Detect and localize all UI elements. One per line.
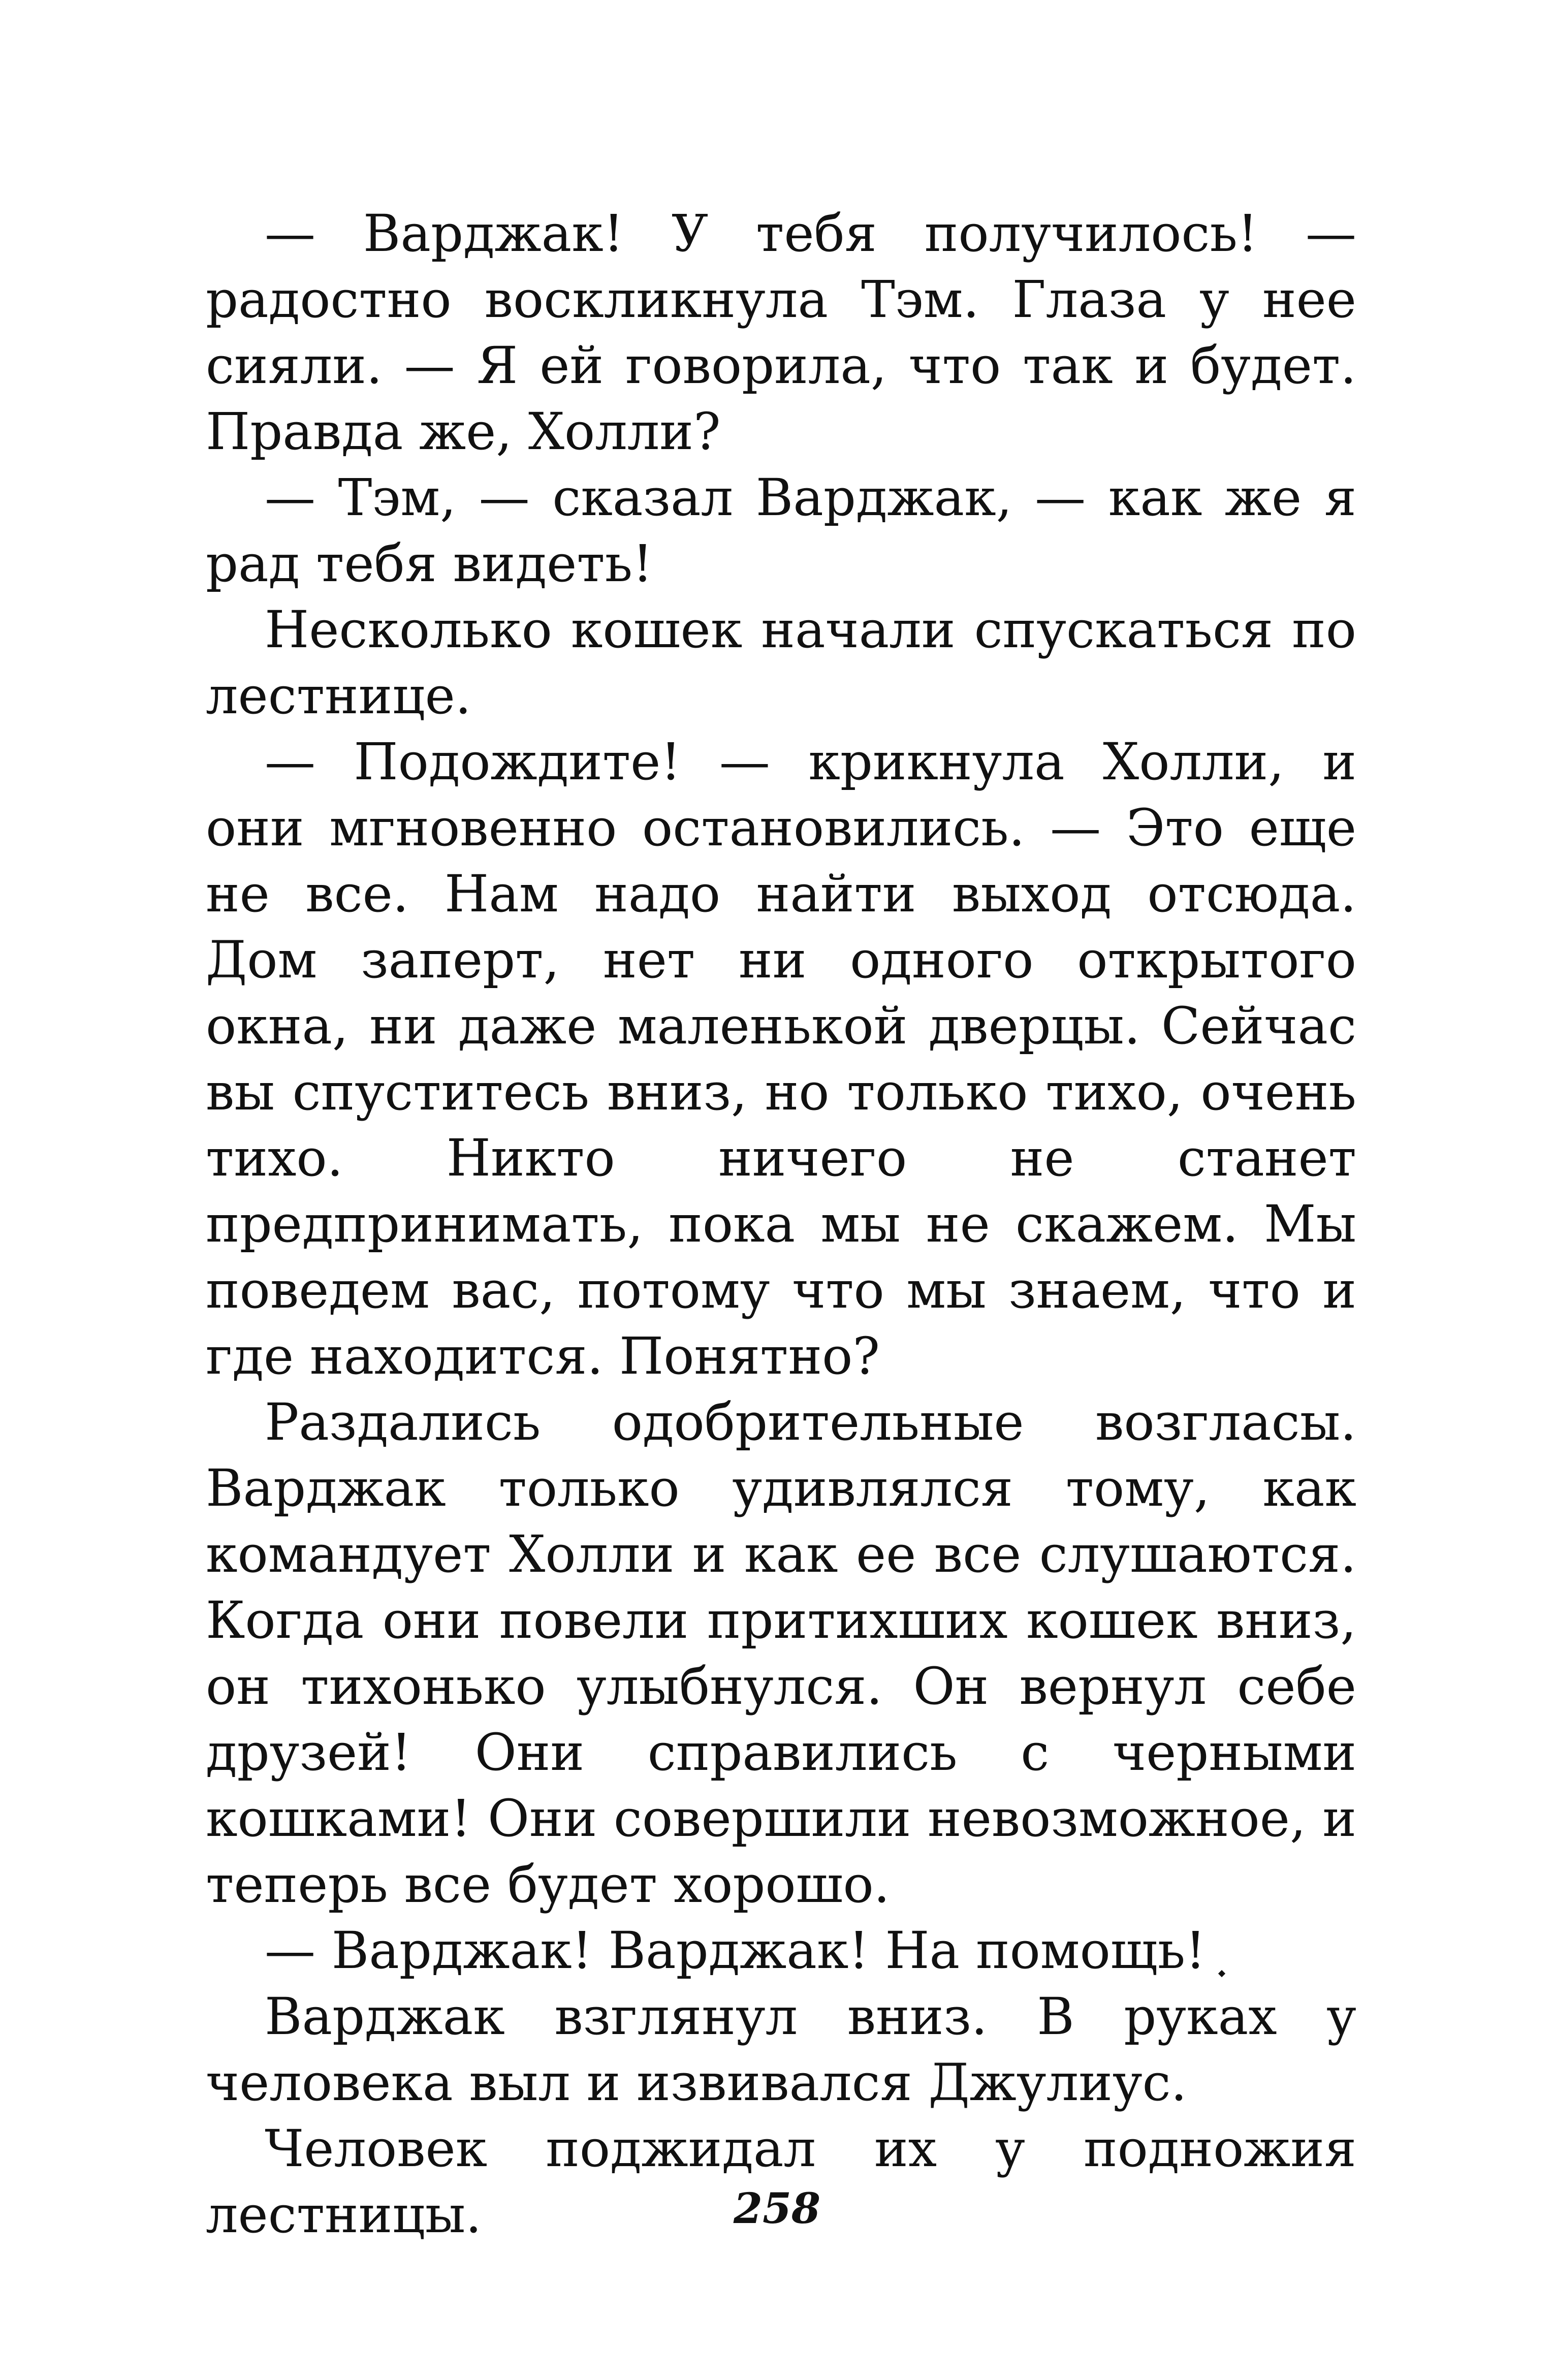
page-text (206, 201, 1356, 2248)
paragraph-1: — Варджак! У тебя получилось! — радостно воскликнула Тэм. Глаза у нее сияли. — Я ей говорила, что так и будет. Правда же, Холли? (206, 204, 1356, 461)
paragraph-5: Раздались одобрительные возгласы. Варджак только удивлялся тому, как командует Холли и как ее все слушаются. Когда они повели притихших кошек вниз, он тихонько улыбнулся. Он вернул себе друзей! Они справились с черными кошками! Они совершили невозможное, и теперь все будет хорошо. (206, 1392, 1356, 1914)
paragraph-8: Человек поджидал их у подножия лестницы. (206, 2119, 1356, 2244)
paragraph-7: Варджак взглянул вниз. В руках у человека выл и извивался Джулиус. (206, 1987, 1356, 2112)
paragraph-2: — Тэм, — сказал Варджак, — как же я рад тебя видеть! (206, 468, 1356, 593)
paragraph-6: — Варджак! Варджак! На помощь! (265, 1921, 1206, 1980)
page-number: 258 (733, 2184, 821, 2233)
paragraph-4: — Подождите! — крикнула Холли, и они мгновенно остановились. — Это еще не все. Нам надо найти выход отсюда. Дом заперт, нет ни одного открытого окна, ни даже маленькой дверцы. Сейчас вы спуститесь вниз, но только тихо, очень тихо. Никто ничего не станет предпринимать, пока мы не скажем. Мы поведем вас, потому что мы знаем, что и где находится. Понятно? (206, 732, 1356, 1386)
paragraph-3: Несколько кошек начали спускаться по лестнице. (206, 600, 1356, 725)
